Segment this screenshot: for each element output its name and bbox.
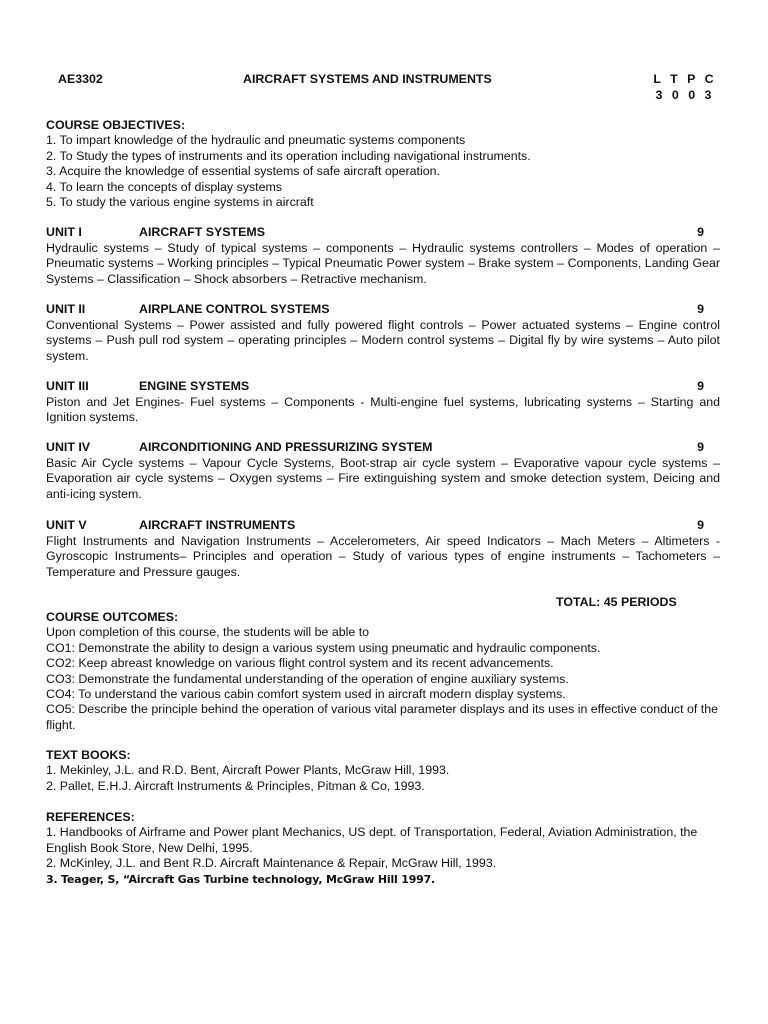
unit-number: UNIT I <box>46 225 82 239</box>
course-outcomes <box>46 610 720 733</box>
objectives-heading: COURSE OBJECTIVES: <box>46 118 186 132</box>
total-periods: TOTAL: 45 PERIODS <box>556 595 677 609</box>
objective-item: 5. To study the various engine systems in aircraft <box>46 195 314 210</box>
reference-item: 3. Teager, S, “Aircraft Gas Turbine technology, McGraw Hill 1997. <box>46 872 436 886</box>
outcome-item: CO2: Keep abreast knowledge on various flight control system and its recent advancements. <box>46 656 554 671</box>
unit-number: UNIT II <box>46 302 86 316</box>
course-objectives <box>46 118 720 210</box>
unit-number: UNIT V <box>46 518 87 532</box>
unit-body: Conventional Systems – Power assisted and fully powered flight controls – Power actuated systems – Engine control systems – Push pull rod system – operating principles – Modern control systems – Digital fly by wire systems – Auto pilot system. <box>46 318 720 363</box>
unit-hours: 9 <box>697 518 704 532</box>
course-code: AE3302 <box>58 72 103 86</box>
references-heading: REFERENCES: <box>46 810 135 824</box>
references <box>46 810 720 887</box>
unit-title: ENGINE SYSTEMS <box>139 379 250 393</box>
unit-hours: 9 <box>697 225 704 239</box>
unit-body: Flight Instruments and Navigation Instruments – Accelerometers, Air speed Indicators – Mach Meters – Altimeters - Gyroscopic Instruments– Principles and operation – Study of various types of engine instruments – Tachometers – Temperature and Pressure gauges. <box>46 534 720 579</box>
unit-heading <box>46 440 720 456</box>
unit-title: AIRCRAFT SYSTEMS <box>139 225 265 239</box>
unit-heading <box>46 518 720 534</box>
outcome-item: CO3: Demonstrate the fundamental understanding of the operation of engine auxiliary systems. <box>46 671 569 686</box>
reference-item: 2. McKinley, J.L. and Bent R.D. Aircraft Maintenance & Repair, McGraw Hill, 1993. <box>46 856 497 871</box>
unit-hours: 9 <box>697 379 704 393</box>
textbook-item: 2. Pallet, E.H.J. Aircraft Instruments & Principles, Pitman & Co, 1993. <box>46 778 425 793</box>
unit-body: Basic Air Cycle systems – Vapour Cycle Systems, Boot-strap air cycle system – Evaporative vapour cycle systems – Evaporation air cycle systems – Oxygen systems – Fire extinguishing system and smoke detection system, Deicing and anti-icing system. <box>46 456 720 501</box>
unit-3 <box>46 379 720 426</box>
textbook-item: 1. Mekinley, J.L. and R.D. Bent, Aircraft Power Plants, McGraw Hill, 1993. <box>46 763 450 778</box>
unit-1 <box>46 225 720 287</box>
unit-4 <box>46 440 720 502</box>
outcome-item: CO1: Demonstrate the ability to design a various system using pneumatic and hydraulic components. <box>46 640 601 655</box>
objective-item: 4. To learn the concepts of display systems <box>46 179 283 194</box>
outcomes-intro: Upon completion of this course, the students will be able to <box>46 625 370 640</box>
unit-2 <box>46 302 720 364</box>
outcome-item: CO5: Describe the principle behind the operation of various vital parameter displays and its uses in effective conduct of the flight. <box>46 702 718 732</box>
unit-body: Hydraulic systems – Study of typical systems – components – Hydraulic systems controllers – Modes of operation – Pneumatic systems – Working principles – Typical Pneumatic Power system – Brake system – Components, Landing Gear Systems – Classification – Shock absorbers – Retractive mechanism. <box>46 241 720 286</box>
unit-body: Piston and Jet Engines- Fuel systems – Components - Multi-engine fuel systems, lubricating systems – Starting and Ignition systems. <box>46 395 720 425</box>
unit-hours: 9 <box>697 302 704 316</box>
unit-title: AIRPLANE CONTROL SYSTEMS <box>139 302 330 316</box>
ltpc-label: L T P C <box>653 72 717 86</box>
unit-number: UNIT IV <box>46 440 91 454</box>
outcomes-heading: COURSE OUTCOMES: <box>46 610 179 624</box>
text-books <box>46 748 720 794</box>
outcome-item: CO4: To understand the various cabin comfort system used in aircraft modern display systems. <box>46 687 566 702</box>
unit-number: UNIT III <box>46 379 89 393</box>
unit-title: AIRCONDITIONING AND PRESSURIZING SYSTEM <box>139 440 433 454</box>
reference-item: 1. Handbooks of Airframe and Power plant Mechanics, US dept. of Transportation, Federal, Aviation Administration, the English Book Store, New Delhi, 1995. <box>46 825 698 855</box>
unit-heading <box>46 225 720 241</box>
objective-item: 2. To Study the types of instruments and its operation including navigational instruments. <box>46 148 531 163</box>
course-title: AIRCRAFT SYSTEMS AND INSTRUMENTS <box>243 72 492 86</box>
objective-item: 1. To impart knowledge of the hydraulic and pneumatic systems components <box>46 133 466 148</box>
unit-heading <box>46 302 720 318</box>
textbooks-heading: TEXT BOOKS: <box>46 748 131 762</box>
unit-title: AIRCRAFT INSTRUMENTS <box>139 518 296 532</box>
unit-hours: 9 <box>697 440 704 454</box>
ltpc-values: 3 0 0 3 <box>655 88 715 102</box>
objective-item: 3. Acquire the knowledge of essential systems of safe aircraft operation. <box>46 164 440 179</box>
unit-heading <box>46 379 720 395</box>
unit-5 <box>46 518 720 580</box>
